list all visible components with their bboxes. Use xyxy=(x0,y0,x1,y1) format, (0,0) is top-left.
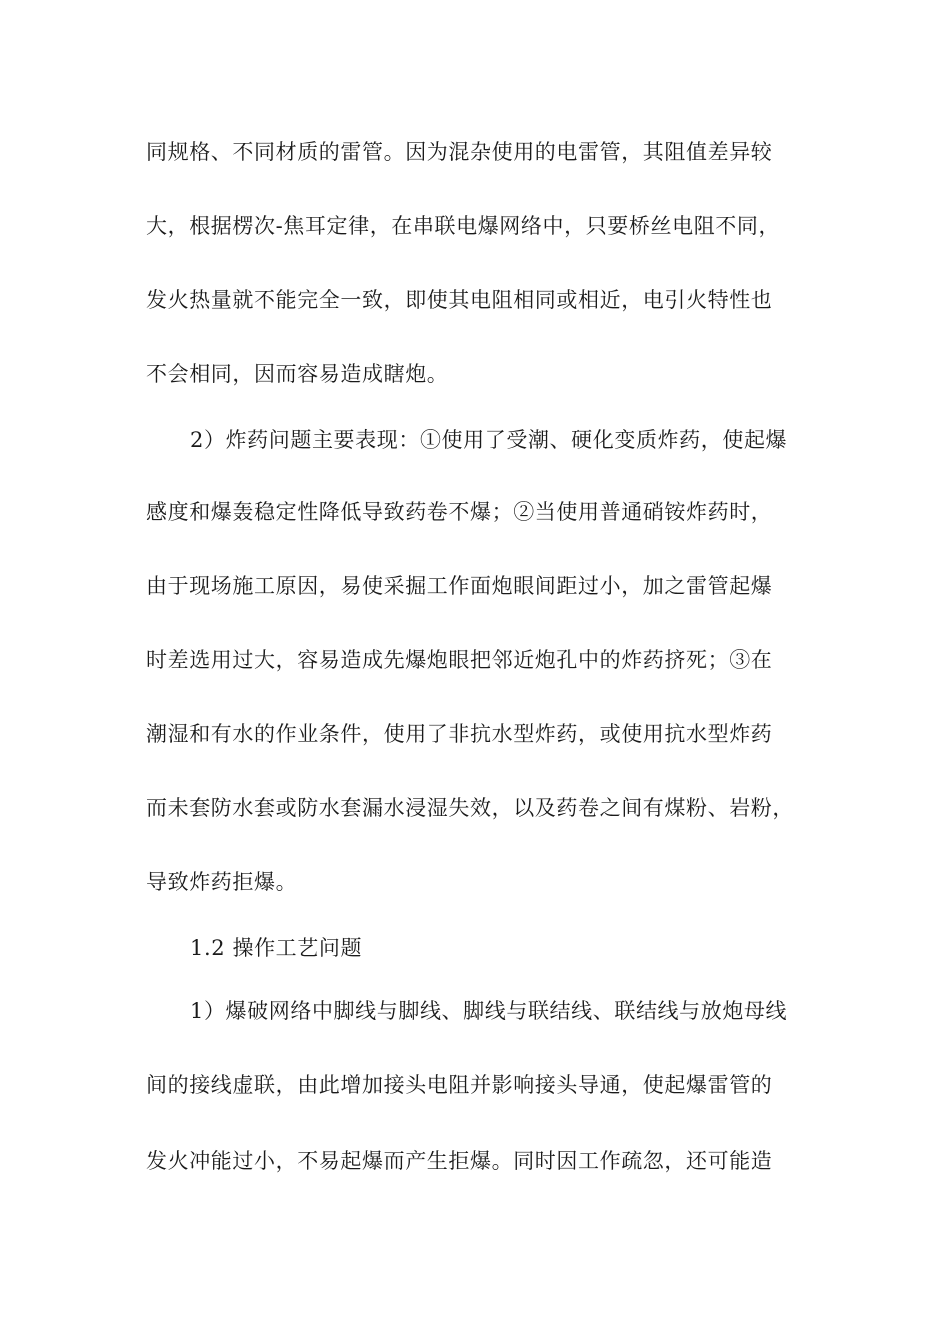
paragraph-line: 时差选用过大，容易造成先爆炮眼把邻近炮孔中的炸药挤死；③在 xyxy=(146,648,773,672)
paragraph-line: 不会相同，因而容易造成瞎炮。 xyxy=(146,362,449,386)
paragraph-line: 感度和爆轰稳定性降低导致药卷不爆；②当使用普通硝铵炸药时， xyxy=(146,500,773,524)
section-heading: 1.2 操作工艺问题 xyxy=(190,936,363,960)
paragraph-line: 而未套防水套或防水套漏水浸湿失效，以及药卷之间有煤粉、岩粉， xyxy=(146,796,794,820)
paragraph-line: 1）爆破网络中脚线与脚线、脚线与联结线、联结线与放炮母线 xyxy=(190,999,788,1023)
paragraph-line: 2）炸药问题主要表现：①使用了受潮、硬化变质炸药，使起爆 xyxy=(190,428,788,452)
paragraph-line: 大，根据楞次-焦耳定律，在串联电爆网络中，只要桥丝电阻不同， xyxy=(146,214,781,238)
paragraph-line: 发火冲能过小，不易起爆而产生拒爆。同时因工作疏忽，还可能造 xyxy=(146,1149,773,1173)
paragraph-line: 导致炸药拒爆。 xyxy=(146,870,298,894)
paragraph-line: 同规格、不同材质的雷管。因为混杂使用的电雷管，其阻值差异较 xyxy=(146,140,773,164)
paragraph-line: 由于现场施工原因，易使采掘工作面炮眼间距过小，加之雷管起爆 xyxy=(146,574,773,598)
paragraph-line: 间的接线虚联，由此增加接头电阻并影响接头导通，使起爆雷管的 xyxy=(146,1073,773,1097)
paragraph-line: 潮湿和有水的作业条件，使用了非抗水型炸药，或使用抗水型炸药 xyxy=(146,722,773,746)
paragraph-line: 发火热量就不能完全一致，即使其电阻相同或相近，电引火特性也 xyxy=(146,288,773,312)
